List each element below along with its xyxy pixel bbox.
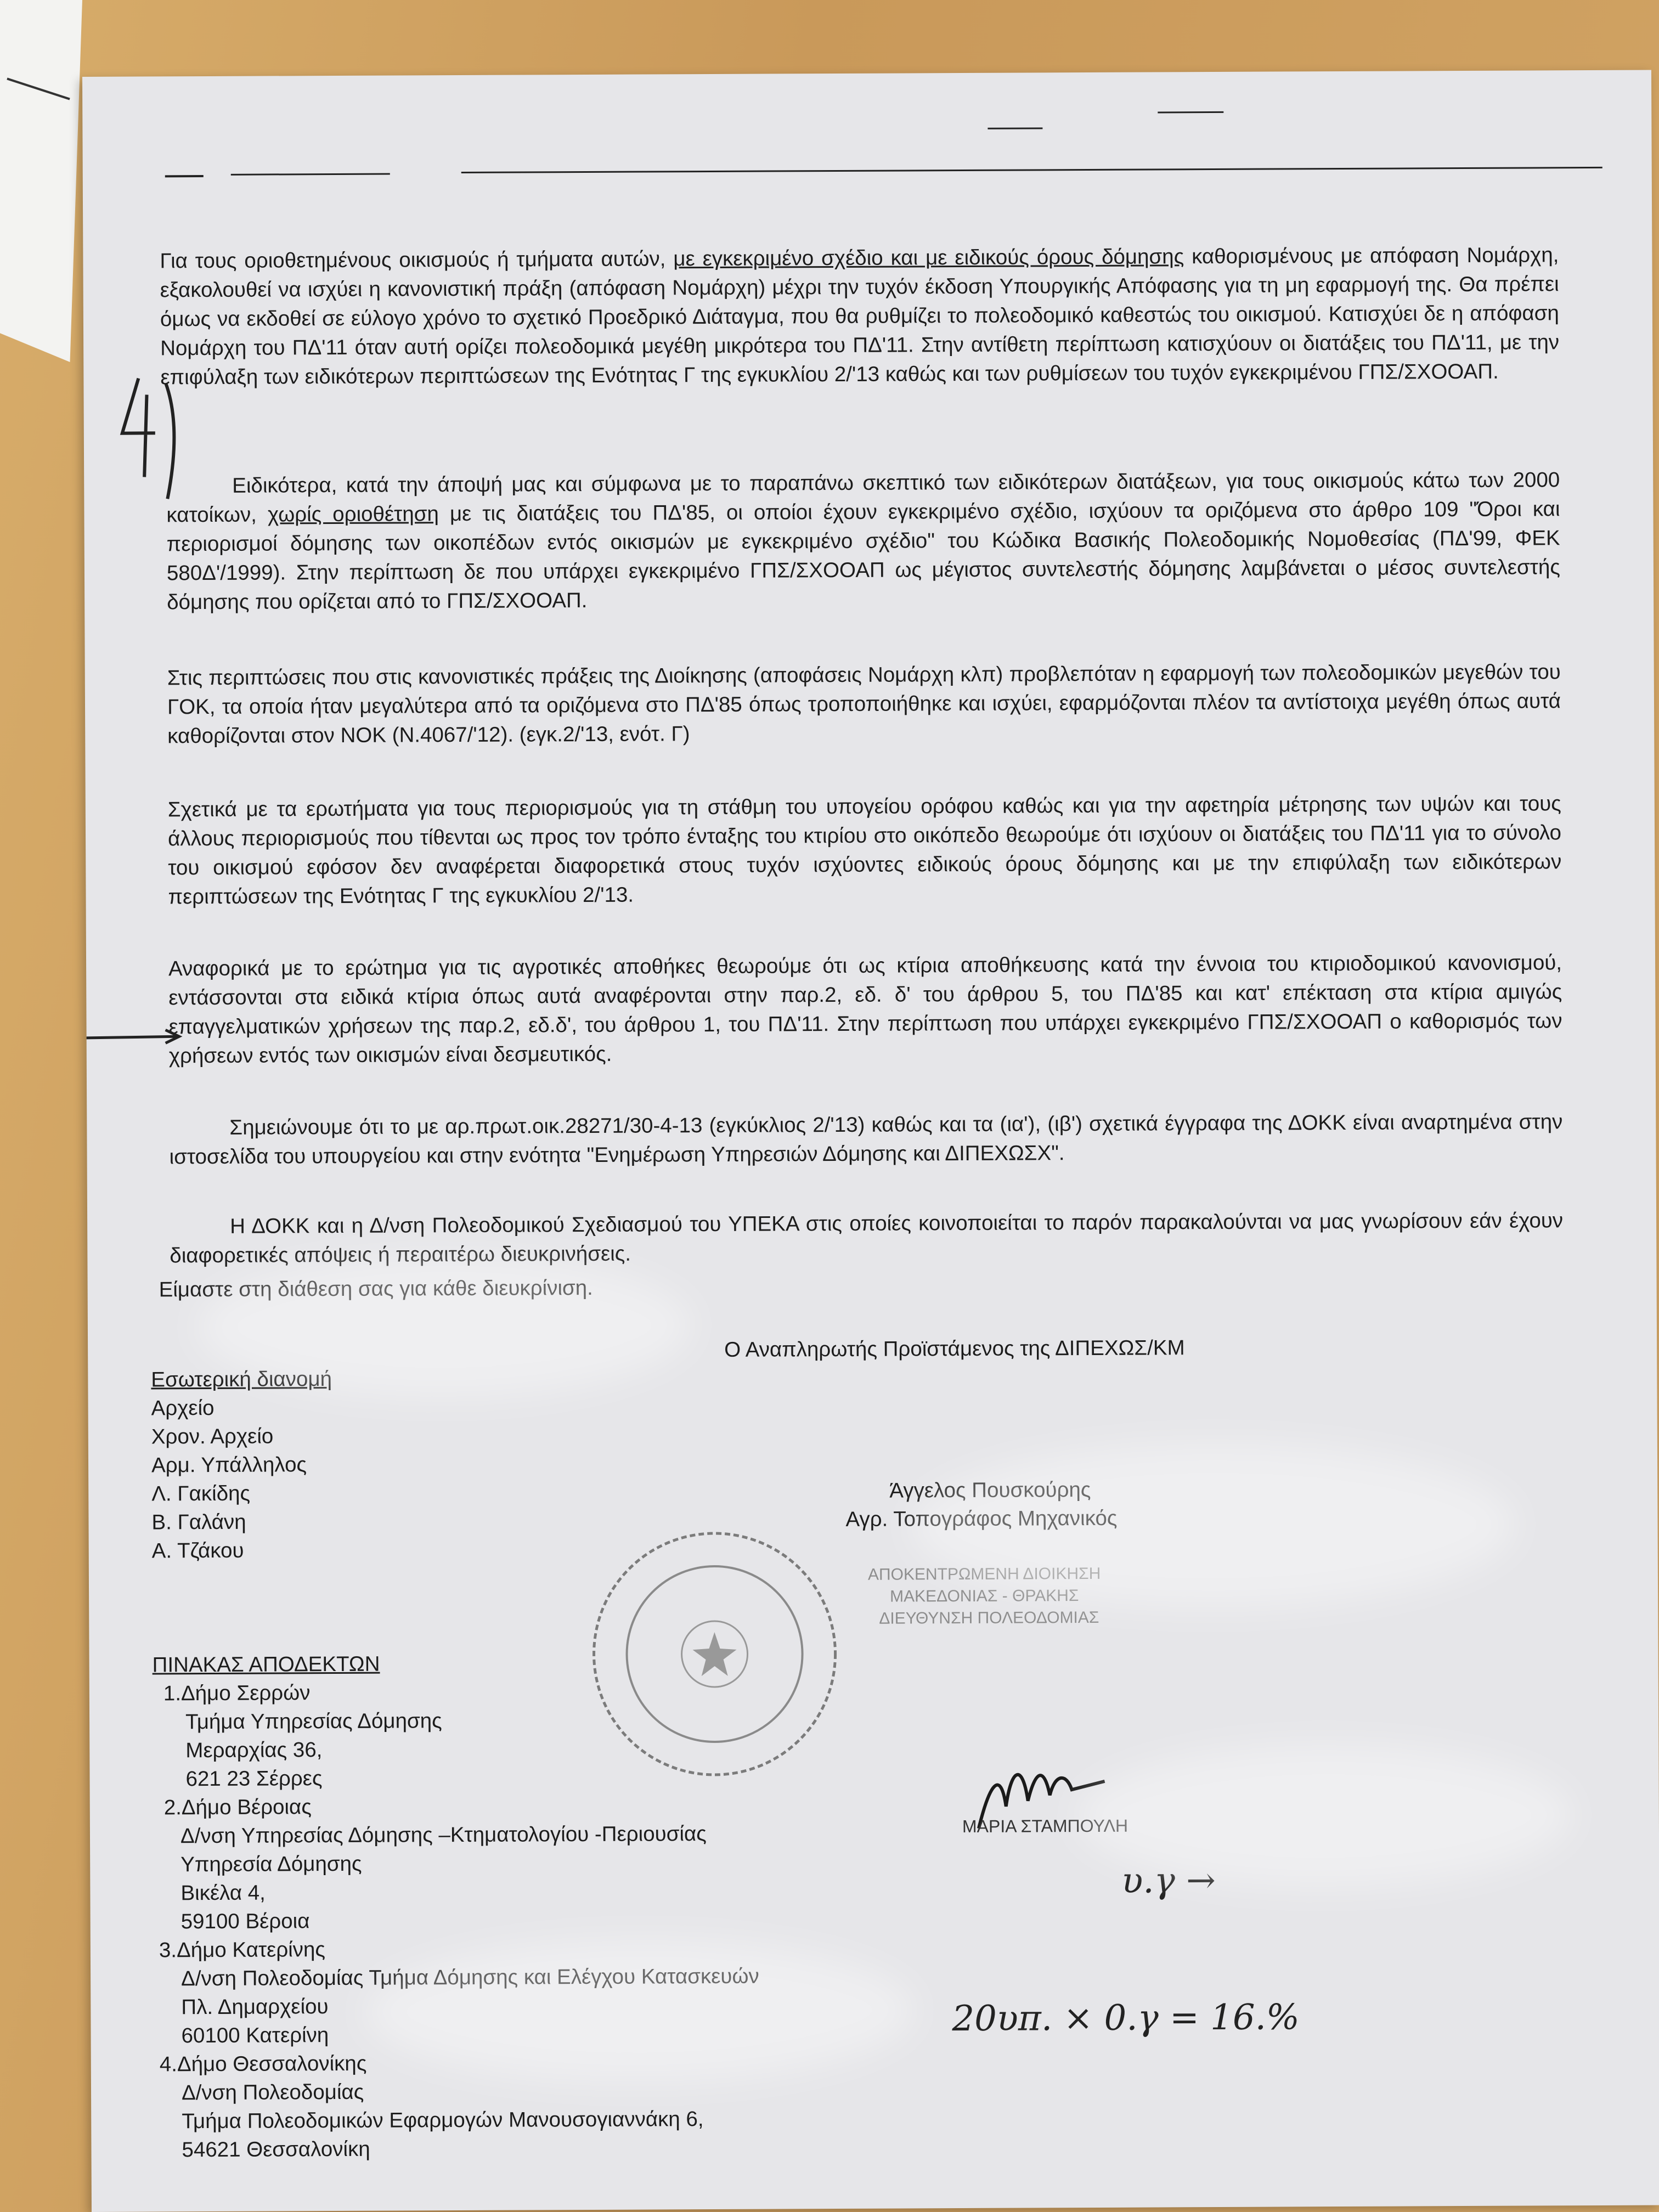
list-item: Αρμ. Υπάλληλος — [151, 1453, 307, 1477]
list-item: Μεραρχίας 36, — [185, 1738, 323, 1763]
signature-name-stamp: ΜΑΡΙΑ ΣΤΑΜΠΟΥΛΗ — [962, 1815, 1128, 1837]
paragraph-2-underlined: χωρίς οριοθέτηση — [267, 502, 439, 527]
recipients-heading: ΠΙΝΑΚΑΣ ΑΠΟΔΕΚΤΩΝ — [152, 1652, 380, 1677]
paragraph-1-lead: Για τους οριοθετημένους οικισμούς ή τμήματα αυτών, — [160, 247, 666, 273]
paragraph-1-body: καθορισμένους με απόφαση Νομάρχη, εξακολουθεί να ισχύει η κανονιστική πράξη (απόφαση Νομάρχη) μέχρι την τυχόν έκδοση Υπουργικής Απόφασης για τη μη εφαρμογή της. Θα πρέπει όμως να εκδοθεί σε εύλογο χρόνο το σχετικό Προεδρικό Διάταγμα, που θα ρυθμίζει το πολεοδομικό καθεστώς του οικισμού. Κατισχύει δε η απόφαση Νομάρχη του ΠΔ'11 όταν αυτή ορίζει πολεοδομικά μεγέθη μικρότερα του ΠΔ'11. Στην αντίθετη περίπτωση κατισχύουν οι διατάξεις του ΠΔ'11, με την επιφύλαξη των ειδικότερων περιπτώσεων της Ενότητας Γ της εγκυκλίου 2/'13 καθώς και των ρυθμίσεων του τυχόν εγκεκριμένου ΓΠΣ/ΣΧΟΟΑΠ. — [160, 243, 1560, 390]
list-item: Λ. Γακίδης — [151, 1481, 251, 1506]
list-item: 2.Δήμο Βέροιας — [163, 1795, 312, 1820]
header-rule — [988, 127, 1042, 129]
signatory-title: Ο Αναπληρωτής Προϊστάμενος της ΔΙΠΕΧΩΣ/ΚΜ — [724, 1336, 1185, 1362]
list-item: Α. Τζάκου — [151, 1538, 244, 1563]
list-item: Βικέλα 4, — [180, 1881, 266, 1905]
header-rule — [1158, 111, 1223, 114]
paragraph-3: Στις περιπτώσεις που στις κανονιστικές πράξεις της Διοίκησης (αποφάσεις Νομάρχη κλπ) προβλεπόταν η εφαρμογή των πολεοδομικών μεγεθών του ΓΟΚ, τα οποία ήταν μεγαλύτερα από τα οριζόμενα στο ΠΔ'85 όπως τροποποιήθηκε και ισχύει, εφαρμόζονται πλέον τα αντίστοιχα μεγέθη όπως αυτά καθορίζονται στον ΝΟΚ (Ν.4067/'12). (εγκ.2/'13, ενότ. Γ) — [167, 660, 1561, 748]
official-seal-stamp — [583, 1522, 847, 1786]
paragraph-2 — [166, 465, 1560, 617]
light-patch — [365, 1938, 914, 2083]
corner-paper — [0, 0, 82, 362]
list-item: 54621 Θεσσαλονίκη — [182, 2137, 370, 2162]
paragraph-7: Η ΔΟΚΚ και η Δ/νση Πολεοδομικού Σχεδιασμού του ΥΠΕΚΑ στις οποίες κοινοποιείται το παρόν παρακαλούνται να μας γνωρίσουν εάν έχουν διαφορετικές απόψεις ή περαιτέρω διευκρινήσεις. — [170, 1209, 1564, 1268]
list-item: Αρχείο — [151, 1396, 215, 1420]
list-item: Υπηρεσία Δόμησης — [180, 1852, 362, 1877]
list-item: Τμήμα Πολεοδομικών Εφαρμογών Μανουσογιαννάκη 6, — [182, 2107, 704, 2134]
handwritten-note-2: 20υπ. × 0.γ = 16.% — [952, 1997, 1300, 2040]
list-item: Τμήμα Υπηρεσίας Δόμησης — [185, 1709, 442, 1734]
document-page — [82, 70, 1659, 2212]
paragraph-4: Σχετικά με τα ερωτήματα για τους περιορισμούς για τη στάθμη του υπογείου ορόφου καθώς και για την αφετηρία μέτρησης των υψών και τους άλλους περιορισμούς που τίθενται ως προς τον τρόπο ένταξης του κτιρίου στο οικόπεδο θεωρούμε ότι ισχύουν οι διατάξεις του ΠΔ'11 για το σύνολο του οικισμού εφόσον δεν αναφέρεται διαφορετικά στους τυχόν ισχύοντες ειδικούς όρους δόμησης και με την επιφύλαξη των ειδικότερων περιπτώσεων της Ενότητας Γ της εγκυκλίου 2/'13. — [167, 792, 1562, 909]
list-item: Β. Γαλάνη — [151, 1510, 246, 1534]
paragraph-1-underlined: με εγκεκριμένο σχέδιο και με ειδικούς όρους δόμησης — [673, 245, 1184, 271]
handwritten-note-1: υ.γ → — [1121, 1860, 1216, 1901]
header-rule — [165, 175, 204, 177]
header-rule — [461, 167, 1602, 173]
signatory-name: Άγγελος Πουσκούρης — [889, 1478, 1091, 1503]
list-item: Χρον. Αρχείο — [151, 1424, 274, 1449]
paragraph-1 — [160, 240, 1559, 392]
list-item: Δ/νση Υπηρεσίας Δόμησης –Κτηματολογίου -Περιουσίας — [180, 1822, 707, 1848]
list-item: Πλ. Δημαρχείου — [181, 1995, 329, 2019]
stamp-line: ΑΠΟΚΕΝΤΡΩΜΕΝΗ ΔΙΟΙΚΗΣΗ — [867, 1564, 1101, 1584]
stamp-line: ΔΙΕΥΘΥΝΣΗ ΠΟΛΕΟΔΟΜΙΑΣ — [879, 1608, 1099, 1628]
list-item: 1.Δήμο Σερρών — [163, 1681, 311, 1706]
list-item: Δ/νση Πολεοδομίας — [181, 2080, 364, 2105]
handwritten-arrow — [83, 1025, 188, 1048]
stamp-line: ΜΑΚΕΔΟΝΙΑΣ - ΘΡΑΚΗΣ — [890, 1587, 1079, 1606]
internal-distribution-heading: Εσωτερική διανομή — [151, 1367, 332, 1392]
signatory-role: Αγρ. Τοπογράφος Μηχανικός — [845, 1506, 1118, 1531]
paragraph-6: Σημειώνουμε ότι το με αρ.πρωτ.οικ.28271/30-4-13 (εγκύκλιος 2/'13) καθώς και τα (ια'), (ιβ') σχετικά έγγραφα της ΔΟΚΚ είναι αναρτημένα στην ιστοσελίδα του υπουργείου και στην ενότητα "Ενημέρωση Υπηρεσιών Δόμησης και ΔΙΠΕΧΩΣΧ". — [169, 1110, 1563, 1169]
paragraph-2-lead: Ειδικότερα, κατά την άποψή μας και σύμφωνα με το παραπάνω σκεπτικό των ειδικότερων διατάξεων, για τους οικισμούς κάτω των 2000 κατοίκων, — [166, 468, 1560, 527]
list-item: 621 23 Σέρρες — [185, 1767, 323, 1791]
list-item: 3.Δήμο Κατερίνης — [159, 1938, 326, 1962]
list-item: 60100 Κατερίνη — [181, 2023, 329, 2048]
list-item: 4.Δήμο Θεσσαλονίκης — [159, 2051, 367, 2076]
list-item: Δ/νση Πολεοδομίας Τμήμα Δόμησης και Ελέγχου Κατασκευών — [181, 1964, 759, 1991]
paragraph-8: Είμαστε στη διάθεση σας για κάθε διευκρίνιση. — [159, 1276, 593, 1302]
paragraph-5: Αναφορικά με το ερώτημα για τις αγροτικές αποθήκες θεωρούμε ότι ως κτίρια αποθήκευσης κατά την έννοια του κτιριοδομικού κανονισμού, εντάσσονται στα ειδικά κτίρια όπως αυτά αναφέρονται στην παρ.2, εδ. δ' του άρθρου 5, του ΠΔ'85 και κατ' επέκταση στα κτίρια αμιγώς επαγγελματικών χρήσεων της παρ.2, εδ.δ', του άρθρου 1, του ΠΔ'11. Στην περίπτωση που υπάρχει εγκεκριμένο ΓΠΣ/ΣΧΟΟΑΠ ο καθορισμός των χρήσεων εντός των οικισμών είναι δεσμευτικός. — [168, 951, 1562, 1068]
header-rule — [231, 173, 390, 176]
list-item: 59100 Βέροια — [180, 1909, 310, 1934]
paragraph-2-body: με τις διατάξεις του ΠΔ'85, οι οποίοι έχουν εγκεκριμένο σχέδιο, ισχύουν τα οριζόμενα στο άρθρο 109 "Όροι και περιορισμοί δόμησης των οικοπέδων εντός οικισμών με εγκεκριμένο σχέδιο" του Κώδικα Βασικής Πολεοδομικής Νομοθεσίας (ΠΔ'99, ΦΕΚ 580Δ'/1999). Στην περίπτωση δε που υπάρχει εγκεκριμένο ΓΠΣ/ΣΧΟΟΑΠ ως μέγιστος συντελεστής δόμησης λαμβάνεται ο μέσος συντελεστής δόμησης που ορίζεται από το ΓΠΣ/ΣΧΟΟΑΠ. — [166, 497, 1561, 614]
